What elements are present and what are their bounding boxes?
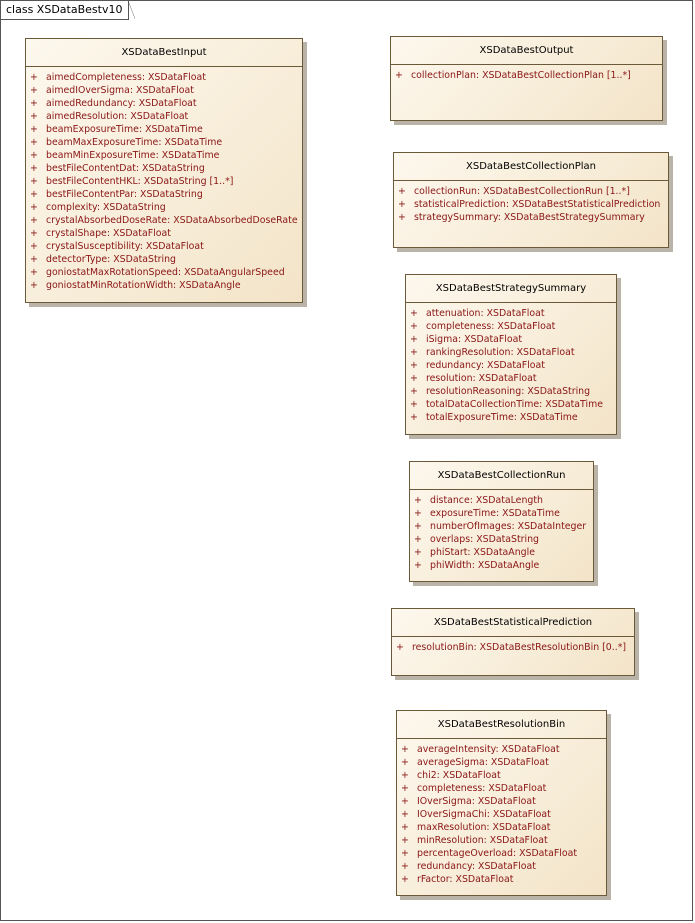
attribute-text: percentageOverload: XSDataFloat	[417, 848, 578, 859]
attribute-list	[392, 637, 634, 654]
attribute-row	[406, 359, 616, 372]
attribute-row	[394, 198, 668, 211]
attribute-row	[26, 97, 302, 110]
class-box-collection-plan[interactable]	[393, 152, 669, 248]
class-name: XSDataBestCollectionRun	[410, 462, 593, 490]
attribute-row	[26, 227, 302, 240]
attribute-text: maxResolution: XSDataFloat	[417, 822, 551, 833]
visibility-marker: +	[410, 399, 418, 410]
attribute-text: aimedCompleteness: XSDataFloat	[46, 72, 206, 83]
attribute-row	[26, 266, 302, 279]
attribute-row	[410, 520, 593, 533]
visibility-marker: +	[401, 809, 409, 820]
attribute-row	[397, 756, 606, 769]
visibility-marker: +	[410, 360, 418, 371]
attribute-row	[26, 84, 302, 97]
attribute-row	[26, 240, 302, 253]
attribute-text: redundancy: XSDataFloat	[417, 861, 536, 872]
attribute-row	[26, 71, 302, 84]
attribute-row	[397, 743, 606, 756]
attribute-row	[394, 211, 668, 224]
visibility-marker: +	[398, 199, 406, 210]
attribute-text: aimedIOverSigma: XSDataFloat	[46, 85, 194, 96]
visibility-marker: +	[414, 508, 422, 519]
attribute-text: completeness: XSDataFloat	[417, 783, 547, 794]
attribute-text: beamExposureTime: XSDataTime	[46, 124, 203, 135]
attribute-row	[410, 546, 593, 559]
attribute-row	[26, 149, 302, 162]
attribute-row	[397, 769, 606, 782]
attribute-row	[406, 372, 616, 385]
class-box-strategy-summary[interactable]	[405, 274, 617, 435]
visibility-marker: +	[396, 642, 404, 653]
visibility-marker: +	[398, 186, 406, 197]
class-box-output[interactable]	[390, 36, 663, 121]
visibility-marker: +	[414, 534, 422, 545]
attribute-row	[406, 385, 616, 398]
attribute-list	[410, 490, 593, 572]
visibility-marker: +	[398, 212, 406, 223]
visibility-marker: +	[410, 386, 418, 397]
attribute-row	[406, 333, 616, 346]
visibility-marker: +	[30, 111, 38, 122]
attribute-text: bestFileContentHKL: XSDataString [1..*]	[46, 176, 234, 187]
attribute-row	[410, 559, 593, 572]
attribute-row	[406, 307, 616, 320]
attribute-text: phiStart: XSDataAngle	[430, 547, 535, 558]
attribute-text: rankingResolution: XSDataFloat	[426, 347, 575, 358]
class-box-collection-run[interactable]	[409, 461, 594, 582]
visibility-marker: +	[401, 757, 409, 768]
visibility-marker: +	[401, 796, 409, 807]
visibility-marker: +	[30, 124, 38, 135]
attribute-row	[397, 808, 606, 821]
attribute-text: distance: XSDataLength	[430, 495, 543, 506]
attribute-text: overlaps: XSDataString	[430, 534, 539, 545]
attribute-row	[406, 411, 616, 424]
attribute-list	[26, 67, 302, 292]
class-name: XSDataBestCollectionPlan	[394, 153, 668, 181]
visibility-marker: +	[30, 241, 38, 252]
attribute-row	[397, 847, 606, 860]
attribute-text: aimedRedundancy: XSDataFloat	[46, 98, 197, 109]
visibility-marker: +	[401, 835, 409, 846]
visibility-marker: +	[414, 521, 422, 532]
visibility-marker: +	[30, 137, 38, 148]
attribute-text: minResolution: XSDataFloat	[417, 835, 548, 846]
attribute-text: iSigma: XSDataFloat	[426, 334, 523, 345]
attribute-text: resolutionBin: XSDataBestResolutionBin [0..*]	[412, 642, 627, 653]
attribute-row	[391, 69, 662, 82]
attribute-text: IOverSigmaChi: XSDataFloat	[417, 809, 551, 820]
attribute-text: detectorType: XSDataString	[46, 254, 176, 265]
attribute-text: completeness: XSDataFloat	[426, 321, 556, 332]
attribute-text: resolution: XSDataFloat	[426, 373, 537, 384]
attribute-row	[26, 175, 302, 188]
attribute-text: bestFileContentDat: XSDataString	[46, 163, 205, 174]
attribute-text: complexity: XSDataString	[46, 202, 166, 213]
visibility-marker: +	[30, 202, 38, 213]
visibility-marker: +	[410, 347, 418, 358]
attribute-row	[397, 873, 606, 886]
attribute-text: averageSigma: XSDataFloat	[417, 757, 549, 768]
attribute-text: collectionPlan: XSDataBestCollectionPlan [1..*]	[411, 70, 631, 81]
visibility-marker: +	[30, 163, 38, 174]
attribute-row	[26, 123, 302, 136]
visibility-marker: +	[401, 874, 409, 885]
attribute-row	[410, 533, 593, 546]
class-name: XSDataBestOutput	[391, 37, 662, 65]
visibility-marker: +	[30, 72, 38, 83]
attribute-text: crystalShape: XSDataFloat	[46, 228, 171, 239]
attribute-text: phiWidth: XSDataAngle	[430, 560, 540, 571]
attribute-text: aimedResolution: XSDataFloat	[46, 111, 189, 122]
attribute-row	[26, 188, 302, 201]
visibility-marker: +	[30, 85, 38, 96]
attribute-list	[394, 181, 668, 224]
attribute-row	[397, 782, 606, 795]
attribute-row	[410, 507, 593, 520]
attribute-row	[406, 346, 616, 359]
attribute-text: redundancy: XSDataFloat	[426, 360, 545, 371]
visibility-marker: +	[414, 495, 422, 506]
visibility-marker: +	[410, 412, 418, 423]
visibility-marker: +	[410, 373, 418, 384]
attribute-row	[26, 253, 302, 266]
attribute-list	[397, 739, 606, 886]
visibility-marker: +	[30, 215, 38, 226]
attribute-text: attenuation: XSDataFloat	[426, 308, 545, 319]
visibility-marker: +	[30, 189, 38, 200]
attribute-row	[392, 641, 634, 654]
class-box-resolution-bin[interactable]	[396, 710, 607, 896]
visibility-marker: +	[410, 321, 418, 332]
visibility-marker: +	[401, 783, 409, 794]
attribute-text: goniostatMinRotationWidth: XSDataAngle	[46, 280, 241, 291]
visibility-marker: +	[401, 848, 409, 859]
visibility-marker: +	[414, 560, 422, 571]
attribute-text: totalDataCollectionTime: XSDataTime	[426, 399, 603, 410]
attribute-text: IOverSigma: XSDataFloat	[417, 796, 536, 807]
attribute-row	[26, 162, 302, 175]
attribute-text: collectionRun: XSDataBestCollectionRun [1..*]	[414, 186, 630, 197]
class-name: XSDataBestInput	[26, 39, 302, 67]
visibility-marker: +	[395, 70, 403, 81]
attribute-text: averageIntensity: XSDataFloat	[417, 744, 560, 755]
visibility-marker: +	[30, 228, 38, 239]
class-box-statistical-prediction[interactable]	[391, 608, 635, 676]
attribute-row	[26, 279, 302, 292]
attribute-row	[410, 494, 593, 507]
visibility-marker: +	[401, 861, 409, 872]
attribute-text: bestFileContentPar: XSDataString	[46, 189, 203, 200]
attribute-text: strategySummary: XSDataBestStrategySummary	[414, 212, 645, 223]
class-name: XSDataBestStrategySummary	[406, 275, 616, 303]
attribute-row	[406, 398, 616, 411]
visibility-marker: +	[30, 98, 38, 109]
attribute-row	[397, 834, 606, 847]
visibility-marker: +	[414, 547, 422, 558]
class-name: XSDataBestStatisticalPrediction	[392, 609, 634, 637]
attribute-row	[26, 201, 302, 214]
visibility-marker: +	[401, 770, 409, 781]
attribute-text: goniostatMaxRotationSpeed: XSDataAngularSpeed	[46, 267, 285, 278]
attribute-text: crystalAbsorbedDoseRate: XSDataAbsorbedDoseRate	[46, 215, 298, 226]
attribute-row	[26, 110, 302, 123]
visibility-marker: +	[401, 822, 409, 833]
visibility-marker: +	[30, 176, 38, 187]
attribute-text: totalExposureTime: XSDataTime	[426, 412, 578, 423]
attribute-row	[394, 185, 668, 198]
attribute-row	[26, 214, 302, 227]
class-name: XSDataBestResolutionBin	[397, 711, 606, 739]
frame-label: class XSDataBestv10	[1, 1, 129, 20]
attribute-row	[397, 795, 606, 808]
attribute-row	[397, 821, 606, 834]
attribute-text: beamMaxExposureTime: XSDataTime	[46, 137, 223, 148]
visibility-marker: +	[30, 280, 38, 291]
visibility-marker: +	[410, 308, 418, 319]
visibility-marker: +	[410, 334, 418, 345]
attribute-text: numberOfImages: XSDataInteger	[430, 521, 587, 532]
class-box-input[interactable]	[25, 38, 303, 303]
attribute-row	[397, 860, 606, 873]
visibility-marker: +	[401, 744, 409, 755]
visibility-marker: +	[30, 150, 38, 161]
attribute-text: rFactor: XSDataFloat	[417, 874, 514, 885]
visibility-marker: +	[30, 267, 38, 278]
attribute-text: beamMinExposureTime: XSDataTime	[46, 150, 220, 161]
attribute-text: exposureTime: XSDataTime	[430, 508, 560, 519]
attribute-list	[391, 65, 662, 82]
attribute-row	[406, 320, 616, 333]
attribute-text: chi2: XSDataFloat	[417, 770, 501, 781]
attribute-text: crystalSusceptibility: XSDataFloat	[46, 241, 204, 252]
attribute-row	[26, 136, 302, 149]
attribute-list	[406, 303, 616, 424]
attribute-text: resolutionReasoning: XSDataString	[426, 386, 591, 397]
attribute-text: statisticalPrediction: XSDataBestStatisticalPrediction	[414, 199, 661, 210]
visibility-marker: +	[30, 254, 38, 265]
